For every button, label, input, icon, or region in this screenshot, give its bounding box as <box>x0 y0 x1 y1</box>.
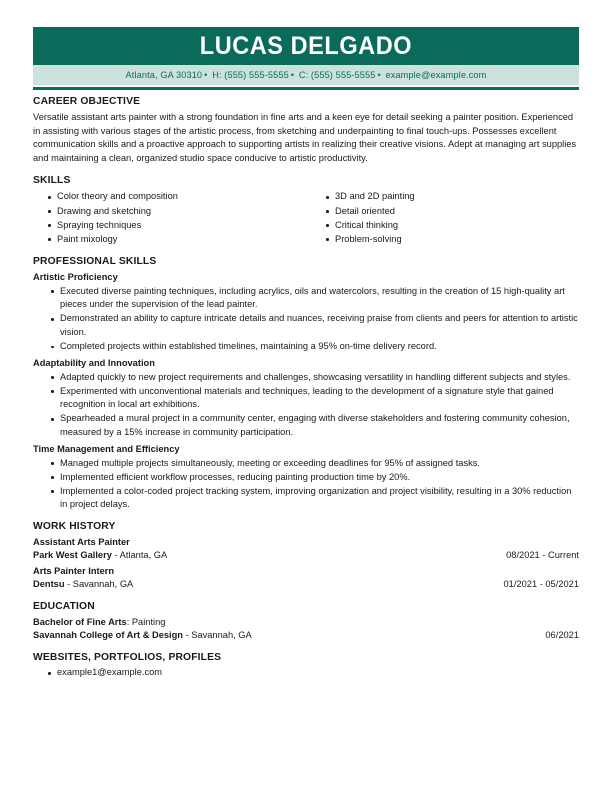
professional-skills-group <box>33 443 579 512</box>
career-objective-text: Versatile assistant arts painter with a strong foundation in fine arts and a keen eye for detail seeking a painter position. Experienced in assisting with various stages of the artistic process, from sketching and underpainting to final touch-ups. Possesses excellent communication skills and a proactive approach to supporting artists in realizing their creative visions. Adept at managing art supplies and maintaining a clean, organized studio space conducive to artistic productivity. <box>33 111 577 163</box>
work-entry-line <box>33 549 579 563</box>
work-org-location <box>33 549 167 563</box>
subgroup-list <box>33 371 579 440</box>
list-item: Paint mixology <box>33 233 306 247</box>
section-work-history <box>33 521 579 592</box>
work-location: - Atlanta, GA <box>111 550 168 561</box>
list-item: Implemented efficient workflow processes, reducing painting production time by 20%. <box>33 471 579 485</box>
section-title-work-history: WORK HISTORY <box>33 520 116 532</box>
list-item: Spearheaded a mural project in a community center, engaging with diverse stakeholders and fostering community cohesion, measured by a 15% increase in community participation. <box>33 412 579 439</box>
work-entry-line <box>33 578 579 592</box>
list-item: Managed multiple projects simultaneously, meeting or exceeding deadlines for 95% of assigned tasks. <box>33 457 579 471</box>
work-entry <box>33 536 579 563</box>
section-title-professional-skills: PROFESSIONAL SKILLS <box>33 255 157 267</box>
work-role: Assistant Arts Painter <box>33 536 130 547</box>
section-skills <box>33 175 579 247</box>
section-title-websites: WEBSITES, PORTFOLIOS, PROFILES <box>33 651 222 663</box>
list-item: Problem-solving <box>311 233 579 247</box>
work-role: Arts Painter Intern <box>33 565 115 576</box>
list-item: Completed projects within established timelines, maintaining a 95% on-time delivery record. <box>33 340 579 354</box>
skills-list-left <box>33 190 306 246</box>
subgroup-title: Adaptability and Innovation <box>33 357 155 368</box>
section-title-education: EDUCATION <box>33 600 95 612</box>
education-school: Savannah College of Art & Design <box>33 630 183 641</box>
section-professional-skills <box>33 256 579 512</box>
section-education <box>33 601 579 643</box>
section-title-skills: SKILLS <box>33 174 71 186</box>
contact-location: Atlanta, GA 30310 <box>125 70 203 80</box>
contact-home-phone: H: (555) 555-5555 <box>212 70 289 80</box>
section-career-objective <box>33 96 579 166</box>
professional-skills-group <box>33 271 579 354</box>
websites-list <box>33 666 579 680</box>
education-school-line <box>33 629 579 643</box>
work-dates: 08/2021 - Current <box>506 550 579 561</box>
resume-header <box>33 27 579 90</box>
list-item: Experimented with unconventional materials and techniques, leading to the development of a signature style that gained recognition in local art exhibitions. <box>33 385 579 412</box>
candidate-name: LUCAS DELGADO <box>199 31 413 60</box>
section-title-career-objective: CAREER OBJECTIVE <box>33 96 141 107</box>
education-school-location-text: - Savannah, GA <box>182 630 252 641</box>
subgroup-title: Artistic Proficiency <box>33 271 118 282</box>
work-org-location <box>33 578 133 592</box>
skills-column-left <box>33 189 306 246</box>
work-entry <box>33 565 579 592</box>
work-organization: Park West Gallery <box>33 550 112 561</box>
list-item: Executed diverse painting techniques, including acrylics, oils and watercolors, resulting in the creation of 15 high-quality art pieces under the supervision of the lead painter. <box>33 285 579 312</box>
subgroup-list <box>33 285 579 354</box>
education-major: : Painting <box>126 616 166 627</box>
list-item: Drawing and sketching <box>33 205 306 219</box>
list-item: example1@example.com <box>33 666 579 680</box>
contact-bar <box>33 65 579 85</box>
contact-separator-1: • <box>204 70 208 80</box>
list-item: Adapted quickly to new project requirements and challenges, showcasing versatility in handling different subjects and styles. <box>33 371 579 385</box>
list-item: Critical thinking <box>311 219 579 233</box>
resume-body <box>33 96 579 681</box>
contact-separator-3: • <box>377 70 381 80</box>
professional-skills-group <box>33 357 579 440</box>
skills-column-right <box>306 189 579 246</box>
education-degree: Bachelor of Fine Arts <box>33 616 127 627</box>
work-location: - Savannah, GA <box>64 579 134 590</box>
education-school-location <box>33 629 252 643</box>
list-item: 3D and 2D painting <box>311 190 579 204</box>
list-item: Demonstrated an ability to capture intricate details and nuances, receiving praise from clients and peers for attention to artistic vision. <box>33 312 579 339</box>
list-item: Color theory and composition <box>33 190 306 204</box>
name-banner <box>33 27 579 65</box>
contact-cell-phone: C: (555) 555-5555 <box>298 70 376 80</box>
contact-email: example@example.com <box>385 70 487 80</box>
list-item: Spraying techniques <box>33 219 306 233</box>
subgroup-list <box>33 457 579 512</box>
list-item: Detail oriented <box>311 205 579 219</box>
list-item: Implemented a color-coded project tracking system, improving organization and project visibility, resulting in a 30% reduction in project delays. <box>33 485 579 512</box>
section-websites <box>33 652 579 680</box>
header-divider <box>33 87 579 90</box>
contact-separator-2: • <box>290 70 295 80</box>
subgroup-title: Time Management and Efficiency <box>33 443 180 454</box>
skills-list-right <box>311 190 579 246</box>
skills-columns <box>33 189 579 246</box>
contact-line <box>126 70 487 80</box>
work-dates: 01/2021 - 05/2021 <box>503 579 579 590</box>
work-organization: Dentsu <box>33 579 65 590</box>
education-degree-line <box>33 616 579 630</box>
education-date: 06/2021 <box>545 630 579 641</box>
